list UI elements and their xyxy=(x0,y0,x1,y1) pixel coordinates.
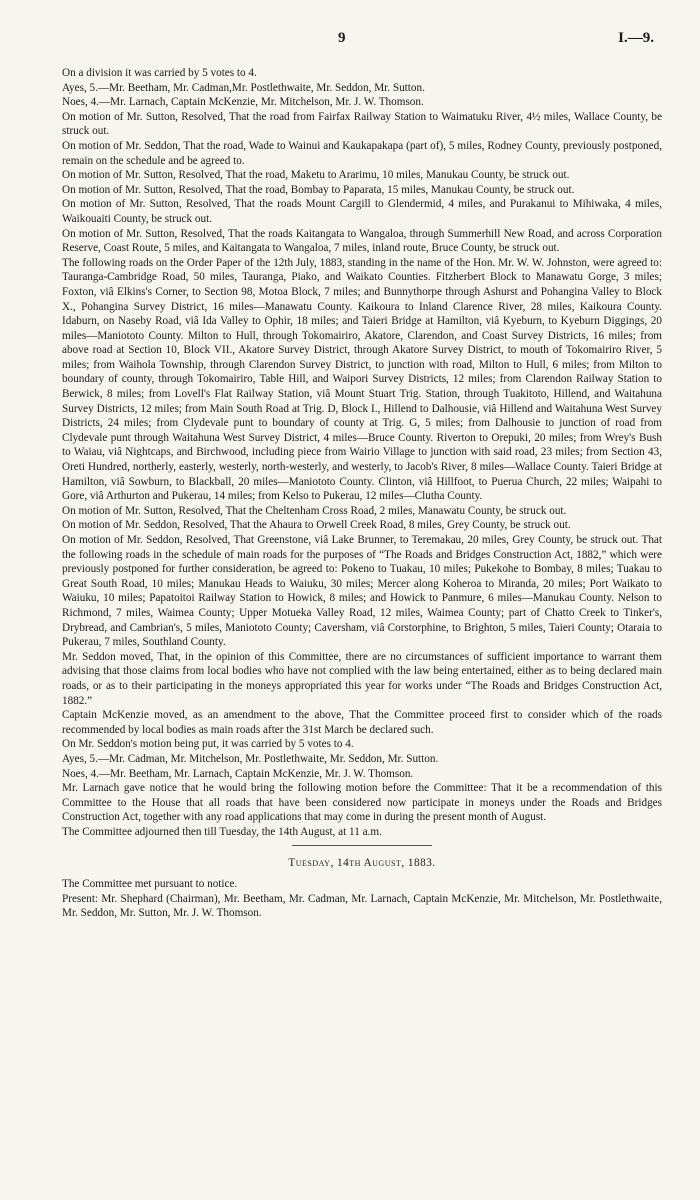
paragraph: On a division it was carried by 5 votes to 4. xyxy=(62,67,257,79)
paragraph: On motion of Mr. Sutton, Resolved, That the road, Bombay to Paparata, 15 miles, Manukau County, be struck out. xyxy=(62,183,575,196)
paragraph: Ayes, 5.—Mr. Cadman, Mr. Mitchelson, Mr. Postlethwaite, Mr. Seddon, Mr. Sutton. xyxy=(62,752,439,765)
document-body xyxy=(62,66,662,921)
paragraph: The following roads on the Order Paper of the 12th July, 1883, standing in the name of the Hon. Mr. W. W. Johnston, were agreed to: Tauranga-Cambridge Road, 50 miles, Tauranga, Piako, and Waikato Counties. Fitzherbert Block to Manawatu Gorge, 3 miles; Foxton, viâ Elkins's Corner, to Section 98, Motoa Block, 7 miles; and Bunnythorpe through Ashurst and Pohangina Valley to Block X., Pohangina Survey District, 16 miles—Manawatu County. Kaikoura to Inland Clarence River, 28 miles, Kaikoura County. Idaburn, on Naseby Road, viâ Ida Valley to Ophir, 18 miles; and Taieri Bridge at Hamilton, viâ Kyeburn, to Kyeburn Diggings, 20 miles—Maniototo County. Milton to Hull, through Tokomairiro, Akatore, Clarendon, and Coast Survey Districts, 16 miles; from above road at Section 10, Block VII., Akatore Survey District, through Akatore Survey District, to mouth of Tokomairiro River, 5 miles; from Waihola Township, through Clarendon Survey District, to junction with road, Milton to Hull, 6 miles; from Milton to boundary of county, through Tokomairiro, Table Hill, and Waipori Survey Districts, 12 miles; from Clarendon Railway Station to Berwick, 8 miles; from Lovell's Flat Railway Station, viâ Mount Stuart Trig. Station, through Tuakitoto, Hillend, and Waitahuna Survey Districts, 12 miles; from Main South Road at Trig. D, Block I., Hillend to Dalhousie, viâ Hillend and Waitahuna West Survey Districts, 24 miles; from Clydevale punt to boundary of county at Trig. G, 5 miles; from Dalhousie to junction of road from Clydevale punt through Waitahuna West Survey District, 4 miles—Bruce County. Riverton to Orepuki, 20 miles; from Wrey's Bush to Waiau, viâ Nightcaps, and Birchwood, including piece from Wairio Village to junction with said road, 23 miles; from Section 43, Oreti Hundred, northerly, easterly, westerly, north-westerly, and westerly, to Jacob's River, 8 miles—Wallace County. Taieri Bridge at Hamilton, viâ Sowburn, to Blackball, 20 miles—Maniototo County. Clinton, viâ Hillfoot, to Puerua Church, 22 miles; Waipahi to Gore, viâ Arthurton and Pukerau, 14 miles; from Kelso to Pukerau, 12 miles—Clutha County. xyxy=(62,256,662,503)
paragraph: Present: Mr. Shephard (Chairman), Mr. Beetham, Mr. Cadman, Mr. Larnach, Captain McKenzie, Mr. Mitchelson, Mr. Postlethwaite, Mr. Seddon, Mr. Sutton, Mr. J. W. Thomson. xyxy=(62,892,662,920)
paragraph: On Mr. Seddon's motion being put, it was carried by 5 votes to 4. xyxy=(62,738,354,751)
paragraph: Mr. Seddon moved, That, in the opinion of this Committee, there are no circumstances of sufficient importance to warrant them advising that those claims from local bodies who have not complied with the law being entertained, either as to being declared main roads, or as to their participating in the moneys appropriated this year for works under “The Roads and Bridges Construction Act, 1882.” xyxy=(62,650,662,707)
paragraph: On motion of Mr. Sutton, Resolved, That the road from Fairfax Railway Station to Waimatuku River, 4½ miles, Wallace County, be struck out. xyxy=(62,110,662,138)
paragraph: Mr. Larnach gave notice that he would bring the following motion before the Committee: That it be a recommendation of this Committee to the House that all roads that have been considered now participate in moneys under the Roads and Bridges Construction Act, together with any road applications that may come in during the present month of August. xyxy=(62,782,662,824)
paragraph: On motion of Mr. Seddon, Resolved, That the Ahaura to Orwell Creek Road, 8 miles, Grey County, be struck out. xyxy=(62,519,571,532)
paragraph: Noes, 4.—Mr. Beetham, Mr. Larnach, Captain McKenzie, Mr. J. W. Thomson. xyxy=(62,767,414,780)
paragraph: Ayes, 5.—Mr. Beetham, Mr. Cadman,Mr. Postlethwaite, Mr. Seddon, Mr. Sutton. xyxy=(62,81,425,94)
paragraph: Noes, 4.—Mr. Larnach, Captain McKenzie, Mr. Mitchelson, Mr. J. W. Thomson. xyxy=(62,96,424,109)
page-number: 9 xyxy=(338,30,346,46)
divider xyxy=(292,845,432,846)
paragraph: The Committee adjourned then till Tuesday, the 14th August, at 11 a.m. xyxy=(62,825,382,838)
paragraph: On motion of Mr. Sutton, Resolved, That the Cheltenham Cross Road, 2 miles, Manawatu County, be struck out. xyxy=(62,504,567,517)
section-heading: Tuesday, 14th August, 1883. xyxy=(288,857,436,870)
paragraph: On motion of Mr. Sutton, Resolved, That the roads Kaitangata to Wangaloa, through Summerhill New Road, and across Corporation Reserve, Coast Route, 5 miles, and Kaitangata to Wangaloa, 7 miles, inland route, Bruce County, be struck out. xyxy=(62,227,662,255)
paragraph: The Committee met pursuant to notice. xyxy=(62,878,238,891)
document-reference: I.—9. xyxy=(618,30,654,46)
paragraph: On motion of Mr. Sutton, Resolved, That the roads Mount Cargill to Glendermid, 4 miles, and Purakanui to Mihiwaka, 4 miles, Waikouaiti County, be struck out. xyxy=(62,198,662,225)
paragraph: Captain McKenzie moved, as an amendment to the above, That the Committee proceed first to consider which of the roads recommended by local bodies as main roads after the 31st March be declared such. xyxy=(62,709,662,736)
paragraph: On motion of Mr. Seddon, That the road, Wade to Wainui and Kaukapakapa (part of), 5 miles, Rodney County, previously postponed, remain on the schedule and be agreed to. xyxy=(62,139,662,167)
paragraph: On motion of Mr. Seddon, Resolved, That Greenstone, viâ Lake Brunner, to Teremakau, 20 miles, Grey County, be struck out. That the following roads in the schedule of main roads for the purposes of “The Roads and Bridges Construction Act, 1882,” which were previously postponed for further consideration, be agreed to: Pokeno to Tuakau, 10 miles; Pukekohe to Bombay, 8 miles; Tuakau to Great South Road, 10 miles; Manukau Heads to Waiuku, 30 miles; Mercer along Koheroa to Miranda, 20 miles; Port Waikato to Waiuku, 10 miles; Papatoitoi Railway Station to Howick, 8 miles; and Howick to Panmure, 6 miles—Manukau County. Nelson to Richmond, 7 miles, Waimea County; Upper Motueka Valley Road, 12 miles, Waimea County; part of Chatto Creek to Tinker's, Drybread, and Cambrian's, 5 miles, Maniototo County; Caversham, viâ Corstorphine, to Brighton, 5 miles, Taieri County; Otaraia to Pukerau, 7 miles, Southland County. xyxy=(62,534,662,649)
paragraph: On motion of Mr. Sutton, Resolved, That the road, Maketu to Ararimu, 10 miles, Manukau County, be struck out. xyxy=(62,169,570,182)
